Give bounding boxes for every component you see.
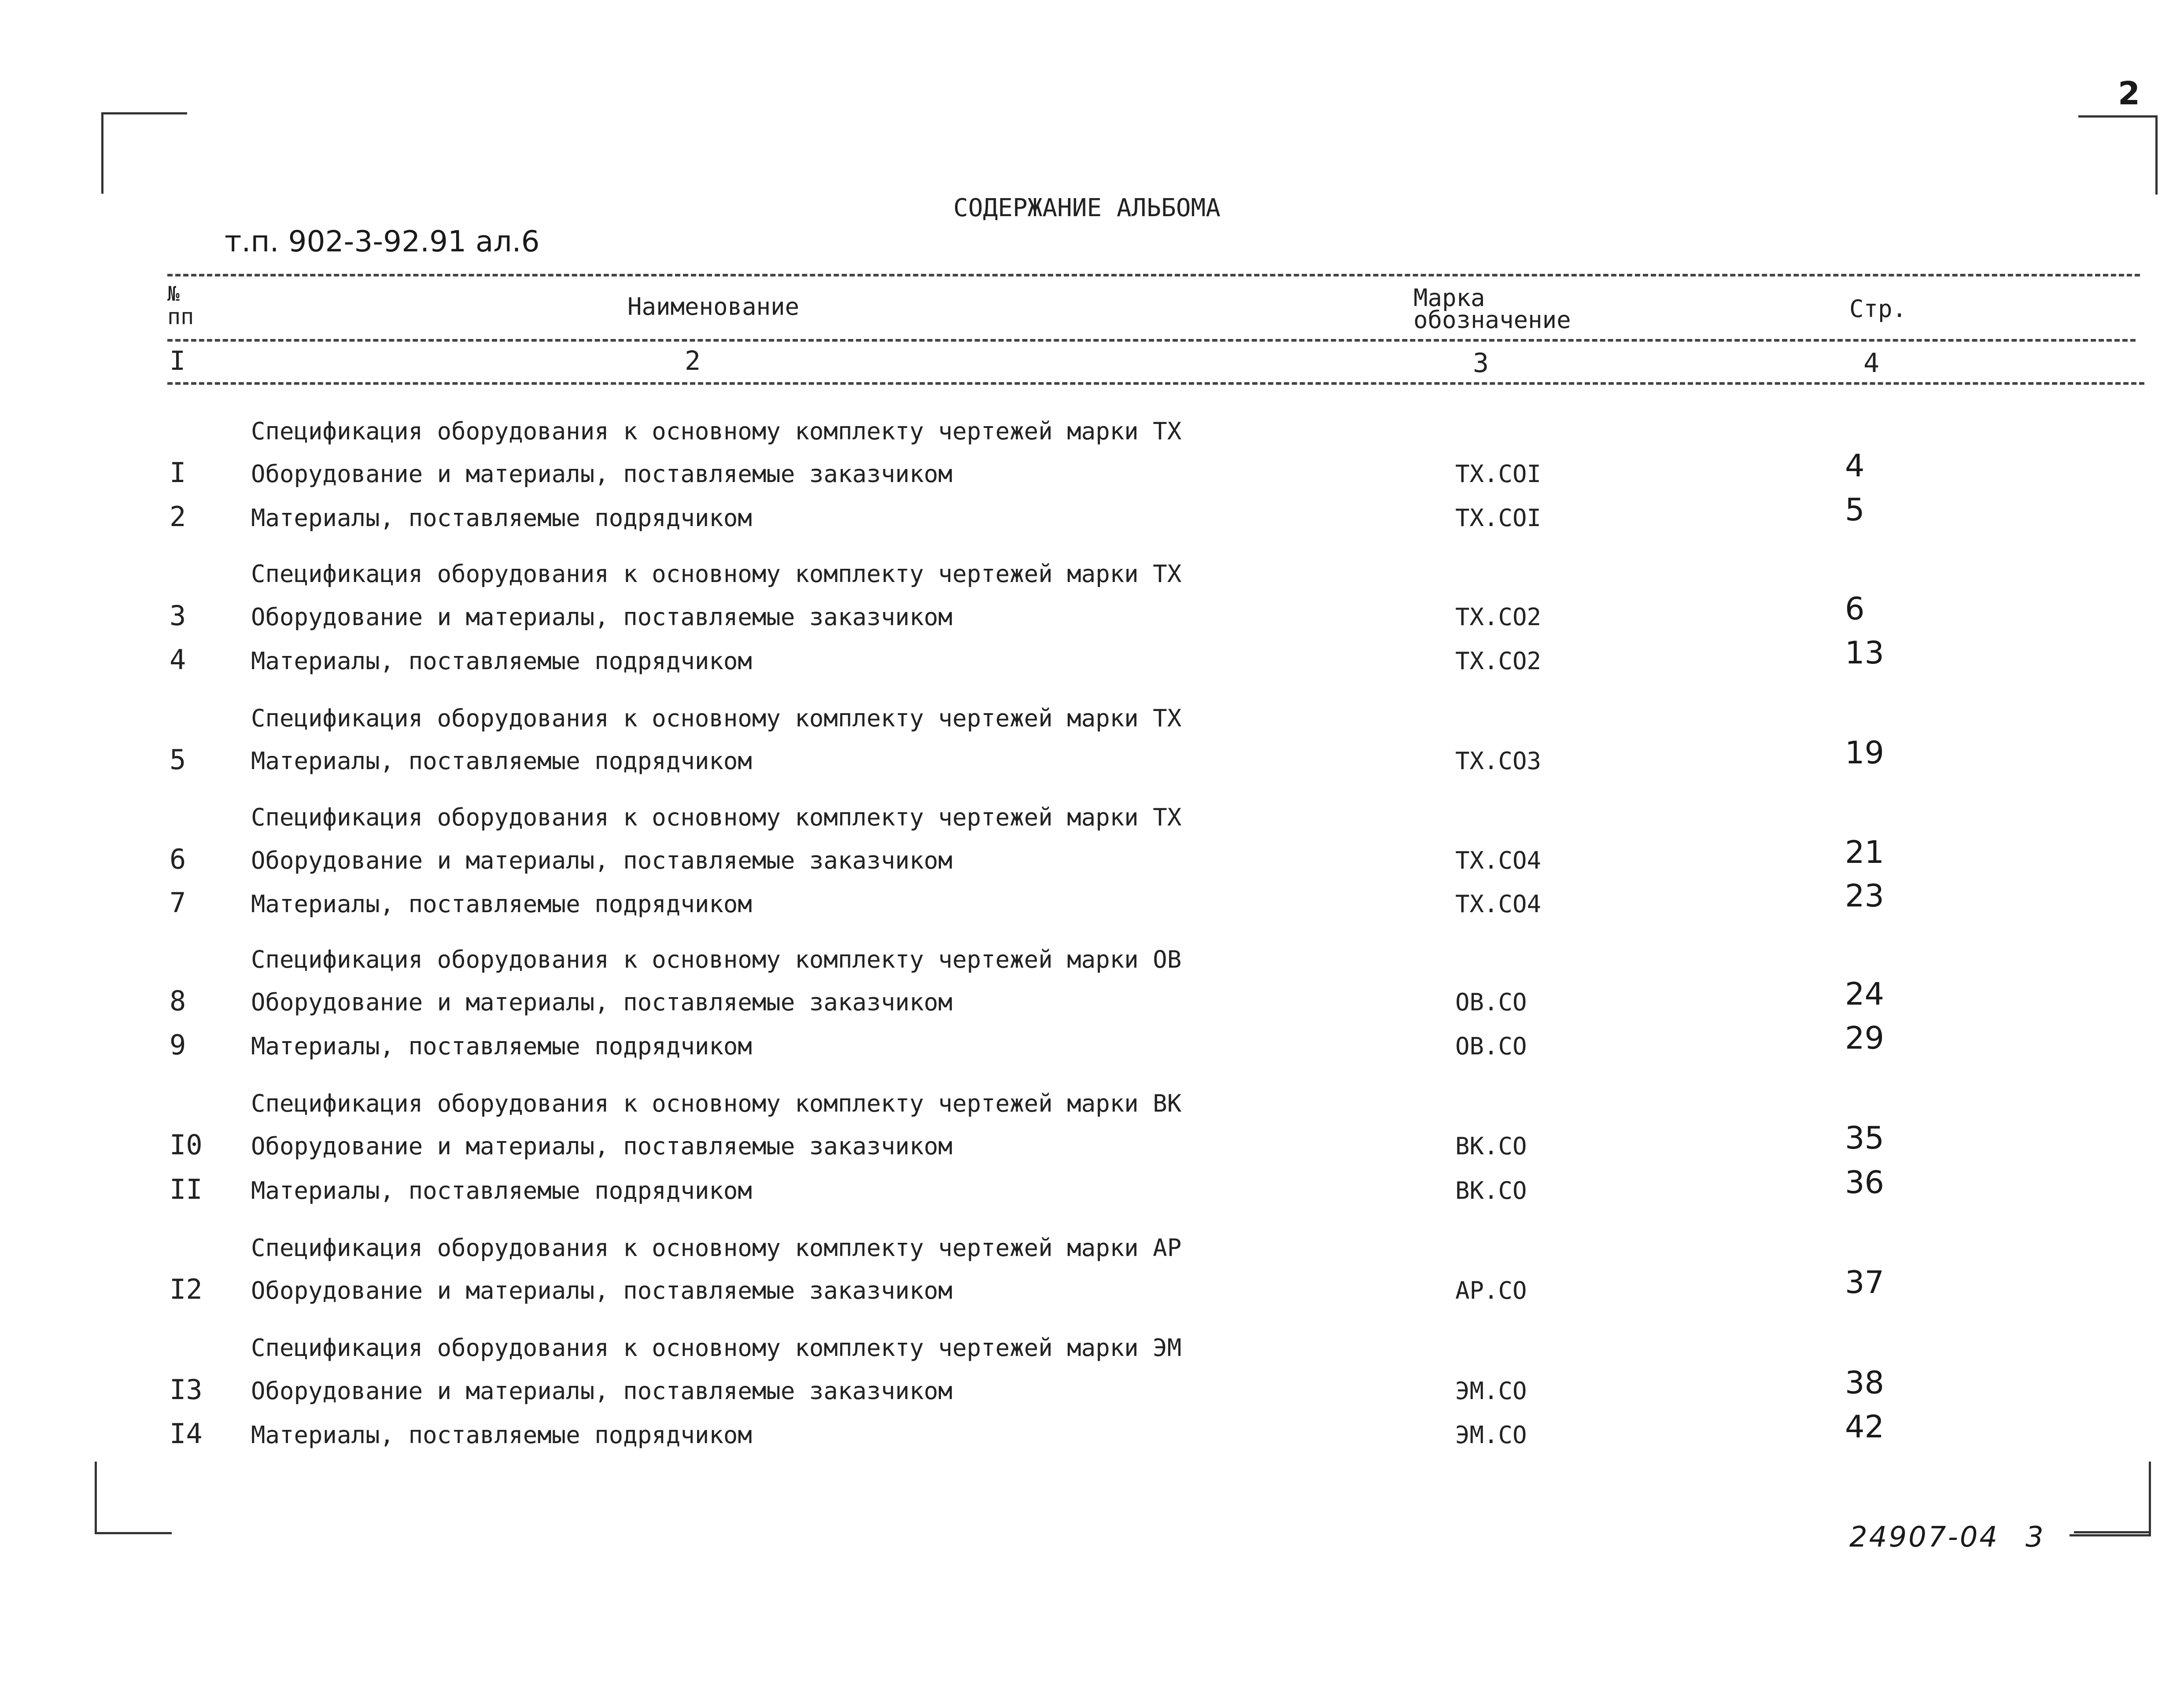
row-mark: ТХ.СО2 (1455, 603, 1542, 631)
row-number: 4 (170, 644, 186, 676)
table-rule-header (167, 339, 2136, 342)
column-number-1: I (170, 346, 186, 376)
row-name: Материалы, поставляемые подрядчиком (251, 890, 752, 918)
row-name: Материалы, поставляемые подрядчиком (251, 1032, 752, 1060)
row-number: 6 (170, 843, 186, 875)
row-mark: ВК.СО (1455, 1177, 1527, 1204)
spec-group-heading: Спецификация оборудования к основному комплекту чертежей марки ТХ (251, 803, 1182, 831)
row-name: Оборудование и материалы, поставляемые заказчиком (251, 1377, 953, 1405)
frame-corner-bottom-left (95, 1462, 172, 1534)
spec-group-heading: Спецификация оборудования к основному комплекту чертежей марки ТХ (251, 560, 1182, 588)
row-page: 21 (1845, 834, 1885, 870)
header-num-line2: пп (167, 304, 194, 329)
row-number: 7 (170, 887, 186, 919)
header-num-line1: № (167, 282, 180, 306)
row-mark: ЭМ.СО (1455, 1421, 1527, 1449)
column-number-2: 2 (685, 346, 701, 376)
spec-group-heading: Спецификация оборудования к основному комплекту чертежей марки ТХ (251, 417, 1182, 445)
row-mark: ЭМ.СО (1455, 1377, 1527, 1405)
row-number: I2 (170, 1273, 203, 1305)
row-name: Оборудование и материалы, поставляемые заказчиком (251, 603, 953, 631)
spec-group-heading: Спецификация оборудования к основному комплекту чертежей марки ТХ (251, 704, 1182, 732)
column-number-4: 4 (1863, 348, 1880, 379)
row-number: I0 (170, 1129, 203, 1161)
row-page: 4 (1845, 448, 1865, 484)
row-page: 24 (1845, 976, 1885, 1012)
row-page: 5 (1845, 492, 1865, 528)
frame-corner-top-left (101, 112, 187, 194)
project-code: т.п. 902-3-92.91 ал.6 (225, 225, 540, 258)
spec-group-heading: Спецификация оборудования к основному комплекту чертежей марки АР (251, 1234, 1182, 1262)
row-page: 13 (1845, 635, 1885, 671)
row-mark: ТХ.СО2 (1455, 647, 1542, 675)
row-name: Оборудование и материалы, поставляемые заказчиком (251, 847, 953, 874)
row-number: I3 (170, 1374, 203, 1406)
row-name: Материалы, поставляемые подрядчиком (251, 747, 752, 775)
row-number: 9 (170, 1029, 186, 1061)
row-mark: ОВ.СО (1455, 988, 1527, 1016)
row-mark: ВК.СО (1455, 1132, 1527, 1160)
table-rule-top (167, 274, 2140, 276)
row-page: 29 (1845, 1020, 1885, 1056)
spec-group-heading: Спецификация оборудования к основному комплекту чертежей марки ОВ (251, 946, 1182, 973)
footer-code: 24907-04 (1849, 1521, 2000, 1554)
row-name: Материалы, поставляемые подрядчиком (251, 1177, 752, 1204)
row-mark: ОВ.СО (1455, 1032, 1527, 1060)
row-mark: ТХ.СОI (1455, 460, 1542, 488)
row-name: Оборудование и материалы, поставляемые заказчиком (251, 460, 953, 488)
header-name: Наименование (627, 293, 800, 320)
row-name: Материалы, поставляемые подрядчиком (251, 504, 752, 532)
footer-sheet: 3 (2025, 1521, 2044, 1554)
row-page: 19 (1845, 735, 1885, 771)
row-page: 38 (1845, 1365, 1885, 1401)
row-mark: ТХ.СО4 (1455, 890, 1542, 918)
row-name: Материалы, поставляемые подрядчиком (251, 647, 752, 675)
footer-rule (2074, 1531, 2149, 1533)
row-number: 2 (170, 501, 186, 533)
row-page: 37 (1845, 1264, 1885, 1300)
row-number: 8 (170, 985, 186, 1017)
row-number: II (170, 1173, 203, 1205)
row-mark: ТХ.СО4 (1455, 847, 1542, 874)
row-number: 3 (170, 600, 186, 632)
row-name: Оборудование и материалы, поставляемые заказчиком (251, 988, 953, 1016)
row-name: Оборудование и материалы, поставляемые заказчиком (251, 1277, 953, 1304)
row-number: I4 (170, 1418, 203, 1450)
row-name: Оборудование и материалы, поставляемые заказчиком (251, 1132, 953, 1160)
spec-group-heading: Спецификация оборудования к основному комплекту чертежей марки ЭМ (251, 1334, 1182, 1362)
row-mark: ТХ.СО3 (1455, 747, 1542, 775)
frame-corner-bottom-right (2070, 1462, 2151, 1536)
header-mark-line1: Марка (1413, 284, 1485, 312)
row-name: Материалы, поставляемые подрядчиком (251, 1421, 752, 1449)
frame-corner-top-right (2078, 115, 2158, 195)
row-page: 35 (1845, 1120, 1885, 1156)
table-rule-colnums (167, 382, 2144, 385)
row-number: I (170, 457, 186, 489)
header-mark-line2: обозначение (1413, 306, 1571, 334)
row-page: 42 (1845, 1409, 1885, 1445)
row-mark: ТХ.СОI (1455, 504, 1542, 532)
row-number: 5 (170, 744, 186, 776)
row-mark: АР.СО (1455, 1277, 1527, 1304)
header-page: Стр. (1849, 295, 1907, 323)
album-title: СОДЕРЖАНИЕ АЛЬБОМА (953, 194, 1221, 222)
spec-group-heading: Спецификация оборудования к основному комплекту чертежей марки ВК (251, 1090, 1182, 1117)
sheet-number: 2 (2118, 75, 2140, 112)
row-page: 23 (1845, 878, 1885, 914)
column-number-3: 3 (1473, 348, 1489, 379)
row-page: 6 (1845, 591, 1865, 627)
row-page: 36 (1845, 1164, 1885, 1201)
